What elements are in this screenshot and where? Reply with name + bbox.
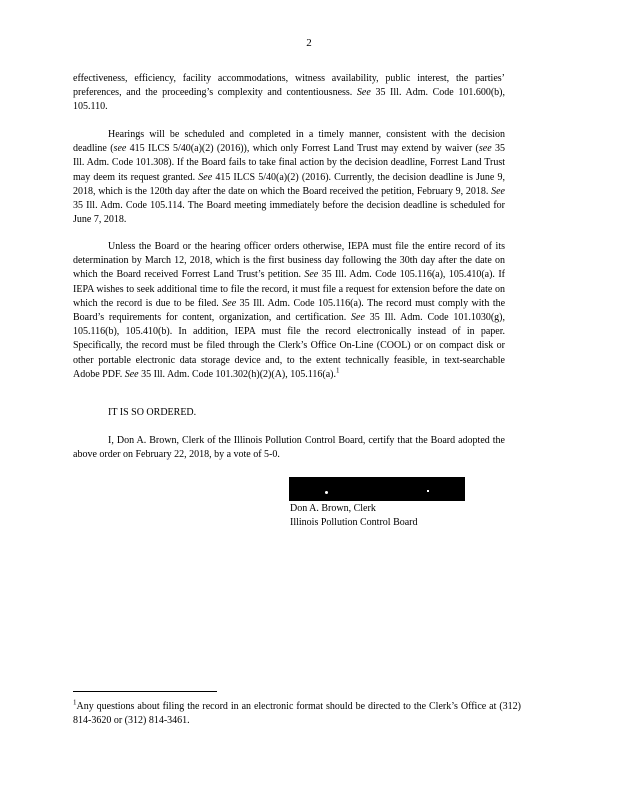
redaction-speck: [325, 491, 328, 494]
paragraph-text: Unless the Board or the hearing officer orders otherwise, IEPA must file the entire record of its determination by March 12, 2018, which is the first business day following the 30th day after the date on which the Board received Forrest Land Trust’s petition.: [73, 241, 505, 281]
citation-signal: See: [491, 185, 505, 197]
citation-signal: See: [198, 171, 213, 183]
redaction-speck: [427, 490, 429, 492]
citation-signal: See: [356, 87, 371, 99]
signer-organization: Illinois Pollution Control Board: [290, 517, 418, 528]
paragraph-text: 35 Ill. Adm. Code 101.600(b), 105.110.: [73, 87, 506, 113]
footnote-reference: 1: [335, 366, 340, 375]
footnote: [73, 700, 521, 728]
footnote-mark: 1: [73, 698, 77, 707]
citation-signal: See: [124, 368, 139, 380]
citation-signal: See: [304, 269, 319, 281]
paragraph-text: effectiveness, efficiency, facility accommodations, witness availability, public interest, the parties’ preferences, and the proceeding’s complexity and contentiousness.: [73, 73, 505, 99]
order-statement: IT IS SO ORDERED.: [108, 407, 197, 418]
paragraph-text: 415 ILCS 5/40(a)(2) (2016). Currently, the decision deadline is June 9, 2018, which is the 120th day after the date on which the Board received the petition, February 9, 2018.: [73, 171, 505, 197]
citation-signal: See: [351, 312, 365, 324]
footnote-text: Any questions about filing the record in an electronic format should be directed to the Clerk’s Office at (312) 814-3620 or (312) 814-3461.: [73, 701, 521, 726]
citation-signal: see: [478, 143, 492, 155]
footnote-divider: [73, 691, 217, 692]
citation-signal: See: [222, 297, 237, 309]
paragraph-text: 35 Ill. Adm. Code 105.114. The Board meeting immediately before the decision deadline is scheduled for June 7, 2018.: [73, 200, 505, 226]
paragraph-text: 415 ILCS 5/40(a)(2) (2016)), which only Forrest Land Trust may extend by waiver (: [129, 143, 479, 155]
signer-name: Don A. Brown, Clerk: [290, 503, 376, 514]
clerk-certification: I, Don A. Brown, Clerk of the Illinois Pollution Control Board, certify that the Board adopted the above order on February 22, 2018, by a vote of 5-0.: [73, 435, 505, 461]
paragraph-record: [73, 240, 505, 382]
paragraph-text: 35 Ill. Adm. Code 101.1030(g), 105.116(b), 105.410(b). In addition, IEPA must file the record electronically instead of in paper. Specifically, the record must be filed through the Clerk’s Office On-Line (COOL) or on compact disk or other portable electronic data storage device and, to the extent technically feasible, in text-searchable Adobe PDF.: [73, 312, 506, 380]
paragraph-text: 35 Ill. Adm. Code 105.116(a). The record must comply with the Board’s requirements for content, organization, and certification.: [73, 297, 506, 324]
paragraph-text: 35 Ill. Adm. Code 105.116(a), 105.410(a). If IEPA wishes to seek additional time to file the record, it must file a request for extension before the date on which the record is due to be filed.: [73, 269, 505, 309]
paragraph-hearings: [73, 128, 505, 227]
citation-signal: see: [113, 143, 127, 155]
redacted-signature: [289, 477, 465, 501]
paragraph-continued: [73, 72, 505, 115]
paragraph-text: Hearings will be scheduled and completed in a timely manner, consistent with the decision deadline (: [73, 129, 505, 155]
paragraph-text: 35 Ill. Adm. Code 101.308). If the Board fails to take final action by the decision deadline, Forrest Land Trust may deem its request granted.: [73, 143, 506, 183]
paragraph-text: 35 Ill. Adm. Code 101.302(h)(2)(A), 105.116(a).: [141, 368, 336, 380]
page-number: 2: [306, 37, 312, 49]
